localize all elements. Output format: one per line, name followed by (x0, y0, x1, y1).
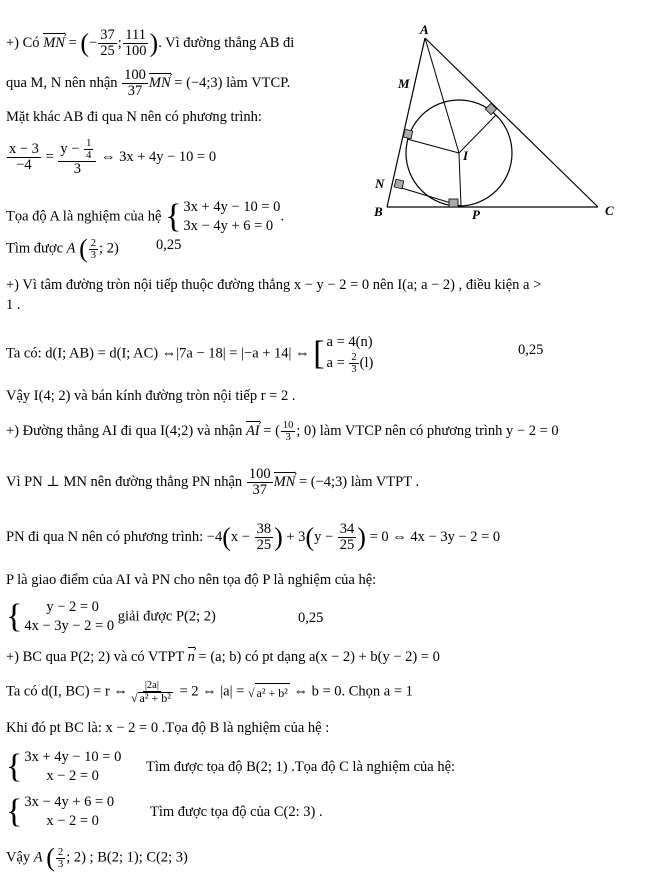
score: 0,25 (298, 610, 324, 626)
line-ai: +) Đường thẳng AI đi qua I(4;2) và nhận AI › = ( $\frac{10}{3}$ ; 0) làm VTCP nên có phương trình y − 2 = 0 (6, 420, 559, 443)
line-system-b: { 3x + 4y − 10 = 0 x − 2 = 0 Tìm được tọa độ B(2; 1) .Tọa độ C là nghiệm của hệ: (6, 748, 456, 785)
label-n: N (375, 176, 385, 191)
segment-ip (459, 153, 461, 206)
line-ab-intro: Mặt khác AB đi qua N nên có phương trình: (6, 109, 262, 125)
line-bc-form: +) BC qua P(2; 2) và có VTPT n › = (a; b) có pt dạng a(x − 2) + b(y − 2) = 0 (6, 648, 440, 666)
side-ac (425, 38, 598, 207)
right-angle-mark (403, 129, 413, 139)
radius-to-ab (407, 139, 459, 153)
line-pn-vtpt: Vì PN ⊥ MN nên đường thẳng PN nhận $\frac{100}{37}$ MN › = (−4;3) làm VTPT . (6, 467, 419, 498)
line-point-a: Tìm được A ( $\frac{2}{3}$ ; 2) 0,25 (6, 234, 182, 263)
line-incenter-cont: 1 . (6, 297, 21, 313)
label-a: A (420, 22, 429, 37)
line-p-intro: P là giao điểm của AI và PN cho nên tọa độ P là nghiệm của hệ: (6, 572, 377, 588)
line-vtcp-ab: qua M, N nên nhận $\frac{100}{37}$ MN › = (−4;3) làm VTCP. (6, 68, 290, 99)
side-ab (387, 38, 425, 207)
line-distance-eq: Ta có: d(I; AB) = d(I; AC) ⇔|7a − 18| = |−a + 14| ⇔ [ a = 4(n) a = $\frac{2}{3}$ (l) 0,25 (6, 334, 544, 375)
line-system-c: { 3x − 4y + 6 = 0 x − 2 = 0 Tìm được tọa độ của C(2: 3) . (6, 793, 323, 830)
label-m: M (398, 76, 410, 91)
label-i: I (463, 148, 469, 163)
line-pn-equation: PN đi qua N nên có phương trình: −4(x − $\frac{38}{25}$ ) + 3(y − $\frac{34}{25}$ ) = 0 ⇔ 4x − 3y − 2 = 0 (6, 521, 501, 553)
line-distance-bc: Ta có d(I, BC) = r ⇔ $\frac{|2a|}{\text{√ a² + b²}}$ = 2 ⇔ |a| = √ a² + b² ⇔ b = 0. Chọn a = 1 (6, 680, 413, 705)
line-system-a: Tọa độ A là nghiệm của hệ { 3x + 4y − 10 = 0 3x − 4y + 6 = 0 . (6, 198, 285, 235)
right-angle-mark (485, 103, 496, 114)
line-system-p: { y − 2 = 0 4x − 3y − 2 = 0 giải được P(2; 2) 0,25 (6, 598, 324, 635)
right-angle-mark (449, 199, 458, 207)
label-b: B (374, 204, 383, 219)
line-incenter: +) Vì tâm đường tròn nội tiếp thuộc đường thẳng x − y − 2 = 0 nên I(a; a − 2) , điều kiện a > (6, 277, 542, 293)
label-p: P (472, 207, 480, 222)
line-conclusion: Vậy A ( $\frac{2}{3}$ ; 2) ; B(2; 1); C(2; 3) (6, 843, 188, 872)
score: 0,25 (518, 342, 544, 358)
right-angle-mark (394, 179, 404, 189)
line-vector-mn: +) Có MN › = (− $\frac{37}{25}$ ; $\frac{111}{100}$ ). Vì đường thẳng AB đi (6, 28, 294, 59)
line-ab-equation: $\frac{x - 3}{-4}$ = y − $\frac{1}{4}$ 3 ⇔ 3x + 4y − 10 = 0 (9, 138, 217, 177)
line-incenter-result: Vậy I(4; 2) và bán kính đường tròn nội tiếp r = 2 . (6, 388, 296, 404)
triangle-figure (360, 18, 650, 233)
line-bc-result: Khi đó pt BC là: x − 2 = 0 .Tọa độ B là nghiệm của hệ : (6, 720, 330, 736)
label-c: C (605, 203, 614, 218)
score: 0,25 (156, 237, 182, 253)
